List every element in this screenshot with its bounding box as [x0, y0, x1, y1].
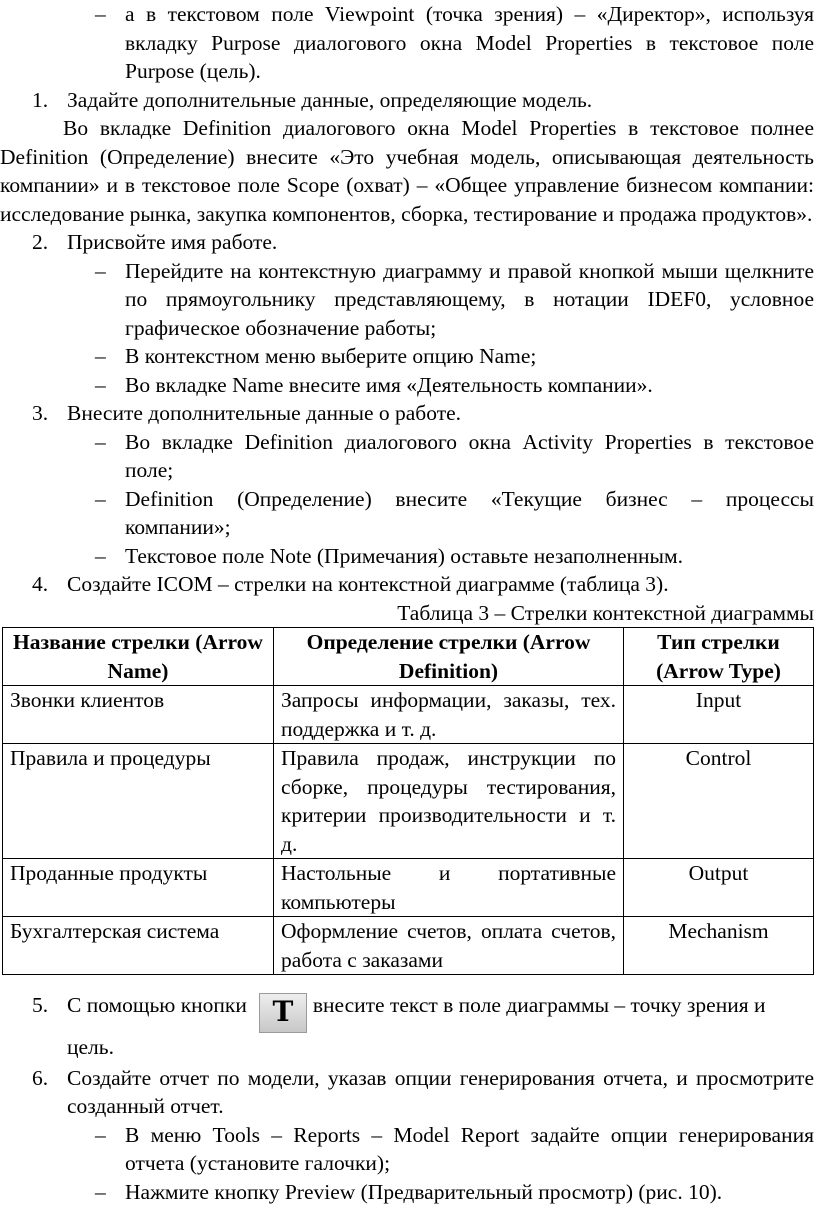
dash-marker: –: [95, 2, 106, 26]
arrows-table: [2, 627, 814, 975]
step6-item-2: [0, 1178, 816, 1207]
step-2: [0, 228, 816, 257]
item-text: Перейдите на контекстную диаграмму и правой кнопкой мыши щелкните по прямоугольнику представляющему, в нотации IDEF0, условное графическое обозначение работы;: [125, 258, 814, 340]
cell-arrow-definition: Запросы информации, заказы, тех. поддержка и т. д.: [274, 686, 624, 744]
table-header-row: [3, 628, 814, 686]
cell-arrow-type: Control: [624, 744, 814, 859]
cell-arrow-name: Правила и процедуры: [3, 744, 274, 859]
cell-arrow-name: Бухгалтерская система: [3, 917, 274, 975]
step1-paragraph: Во вкладке Definition диалогового окна Model Properties в текстовое полнее Definition (Определение) внесите «Это учебная модель, описывающая деятельность компании» и в текстовое поле Scope (охват) – «Общее управление бизнесом компании: исследование рынка, закупка компонентов, сборка, тестирование и продажа продуктов».: [0, 116, 814, 226]
cell-arrow-name: Звонки клиентов: [3, 686, 274, 744]
step6-item-1: [0, 1121, 816, 1178]
cell-arrow-name: Проданные продукты: [3, 859, 274, 917]
step-number: 4.: [32, 572, 49, 596]
step-text-before: С помощью кнопки: [67, 993, 247, 1017]
dash-marker: –: [95, 1179, 106, 1204]
step-number: 2.: [32, 230, 49, 254]
cell-arrow-definition: Настольные и портативные компьютеры: [274, 859, 624, 917]
dash-marker: –: [95, 543, 106, 568]
step2-item-1: [0, 257, 816, 343]
intro-dash-item: [0, 0, 816, 86]
item-text: В контекстном меню выберите опцию Name;: [125, 344, 537, 368]
step-text-after: внесите текст в поле диаграммы – точку зрения и цель.: [67, 993, 766, 1059]
dash-marker: –: [95, 372, 106, 397]
step3-item-3: [0, 542, 816, 571]
step-text: Создайте ICOM – стрелки на контекстной диаграмме (таблица 3).: [67, 572, 669, 596]
dash-marker: –: [95, 429, 106, 454]
step2-item-3: [0, 371, 816, 400]
table-row: [3, 859, 814, 917]
dash-marker: –: [95, 344, 106, 368]
step-4: [0, 570, 816, 599]
step3-item-1: [0, 428, 816, 485]
item-text: Definition (Определение) внесите «Текущие бизнес – процессы компании»;: [125, 486, 814, 539]
dash-marker: –: [95, 1122, 106, 1147]
cell-arrow-type: Input: [624, 686, 814, 744]
cell-arrow-definition: Правила продаж, инструкции по сборке, процедуры тестирования, критерии производительности и т. д.: [274, 744, 624, 859]
cell-arrow-type: Output: [624, 859, 814, 917]
table-row: [3, 917, 814, 975]
step-number: 3.: [32, 401, 49, 425]
header-arrow-definition: Определение стрелки (Arrow Definition): [274, 628, 624, 686]
step-text: Внесите дополнительные данные о работе.: [67, 401, 462, 425]
header-arrow-type: Тип стрелки (Arrow Type): [624, 628, 814, 686]
dash-marker: –: [95, 258, 106, 283]
step-1: [0, 86, 816, 115]
step2-item-2: [0, 342, 816, 371]
step-5: [0, 991, 816, 1062]
step-number: 6.: [32, 1065, 49, 1090]
spacer: [0, 975, 816, 991]
item-text: Во вкладке Definition диалогового окна Activity Properties в текстовое поле;: [125, 429, 814, 482]
item-text: В меню Tools – Reports – Model Report задайте опции генерирования отчета (установите галочки);: [125, 1122, 814, 1175]
step3-item-2: [0, 485, 816, 542]
header-arrow-name: Название стрелки (Arrow Name): [3, 628, 274, 686]
step-text: Задайте дополнительные данные, определяющие модель.: [67, 87, 593, 112]
step-3: [0, 399, 816, 428]
cell-arrow-definition: Оформление счетов, оплата счетов, работа с заказами: [274, 917, 624, 975]
intro-item-text: а в текстовом поле Viewpoint (точка зрения) – «Директор», используя вкладку Purpose диалогового окна Model Properties в текстовое поле Purpose (цель).: [125, 2, 814, 83]
table-row: [3, 686, 814, 744]
step-text: Присвойте имя работе.: [67, 230, 278, 254]
item-text: Во вкладке Name внесите имя «Деятельность компании».: [125, 372, 653, 397]
step-number: 1.: [32, 87, 49, 112]
step-number: 5.: [32, 993, 49, 1017]
table-caption: Таблица 3 – Стрелки контекстной диаграммы: [397, 600, 814, 625]
table-row: [3, 744, 814, 859]
item-text: Текстовое поле Note (Примечания) оставьте незаполненным.: [125, 543, 683, 568]
step-text: Создайте отчет по модели, указав опции генерирования отчета, и просмотрите созданный отчет.: [67, 1065, 814, 1118]
item-text: Нажмите кнопку Preview (Предварительный просмотр) (рис. 10).: [125, 1179, 723, 1204]
step-6: [0, 1064, 816, 1121]
dash-marker: –: [95, 486, 106, 511]
cell-arrow-type: Mechanism: [624, 917, 814, 975]
text-tool-button-icon: T: [259, 993, 307, 1033]
